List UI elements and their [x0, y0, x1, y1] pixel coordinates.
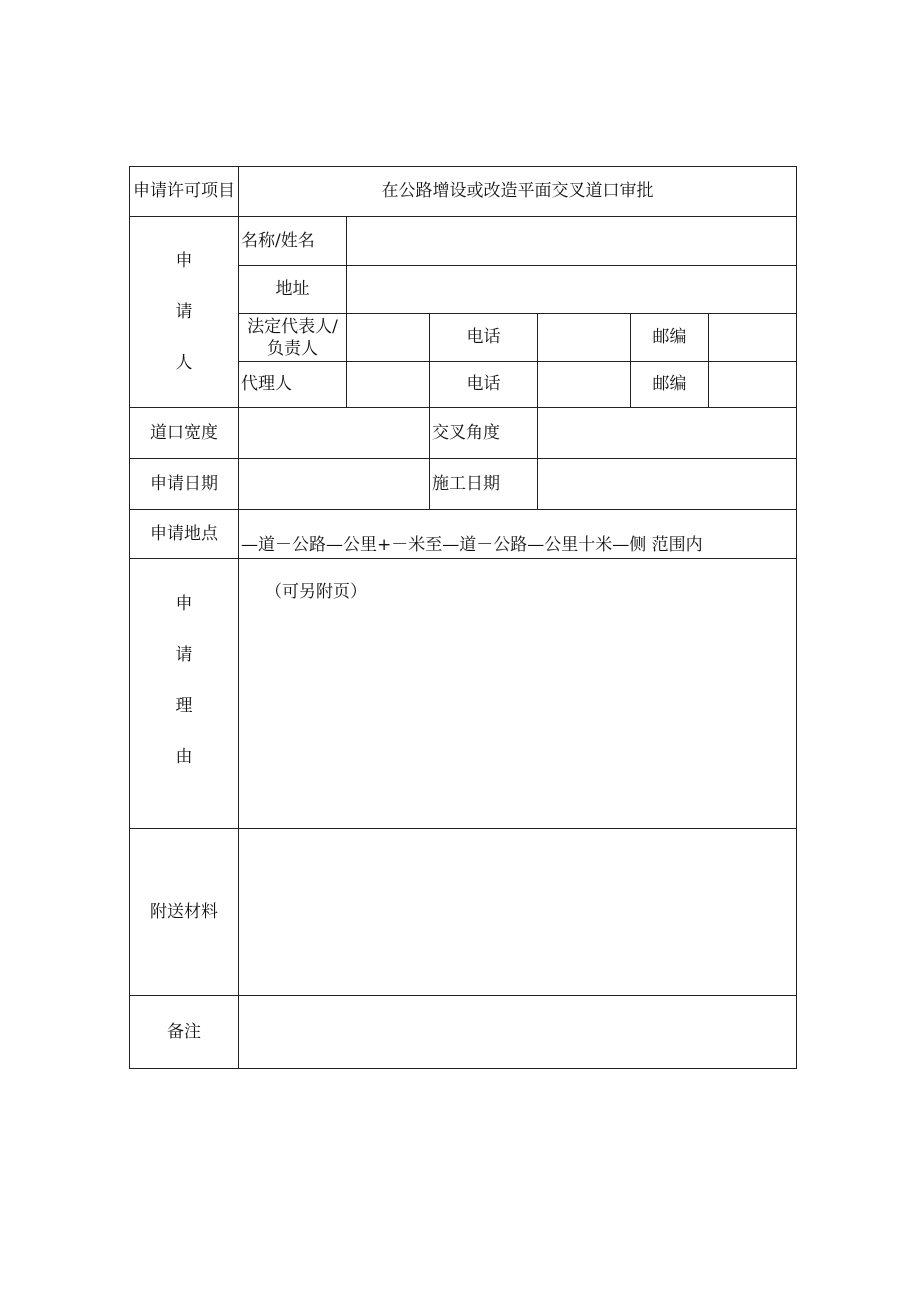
apply-location-value[interactable]: —道－公路—公里+－米至—道－公路—公里十米—侧 范围内 [239, 510, 797, 559]
reason-label [130, 559, 239, 829]
reason-char-3: 理 [175, 696, 193, 716]
construction-date-label: 施工日期 [430, 459, 538, 510]
remarks-label: 备注 [130, 996, 239, 1069]
agent-phone-label: 电话 [430, 362, 538, 408]
reason-char-1: 申 [175, 594, 193, 614]
address-label: 地址 [239, 266, 347, 314]
name-label: 名称/姓名 [239, 217, 347, 266]
apply-location-label: 申请地点 [130, 510, 239, 559]
crossing-width-label: 道口宽度 [130, 408, 239, 459]
row-attachments [130, 829, 797, 996]
applicant-char-1: 申 [175, 250, 193, 271]
applicant-char-2: 请 [175, 301, 193, 322]
crossing-angle-label: 交叉角度 [430, 408, 538, 459]
agent-phone-field[interactable] [538, 362, 631, 408]
construction-date-field[interactable] [538, 459, 797, 510]
crossing-width-field[interactable] [239, 408, 430, 459]
permit-item-value: 在公路增设或改造平面交叉道口审批 [239, 167, 797, 217]
row-crossing [130, 408, 797, 459]
agent-label: 代理人 [239, 362, 347, 408]
reason-char-2: 请 [175, 645, 193, 665]
row-remarks [130, 996, 797, 1069]
agent-postcode-field[interactable] [709, 362, 797, 408]
agent-field[interactable] [347, 362, 430, 408]
legal-rep-field[interactable] [347, 314, 430, 362]
legal-rep-phone-field[interactable] [538, 314, 631, 362]
row-reason [130, 559, 797, 829]
reason-char-4: 由 [175, 747, 193, 767]
apply-date-field[interactable] [239, 459, 430, 510]
attachments-label: 附送材料 [130, 829, 239, 996]
legal-rep-postcode-field[interactable] [709, 314, 797, 362]
applicant-label [130, 217, 239, 408]
row-applicant-name [130, 217, 797, 266]
address-field[interactable] [347, 266, 797, 314]
legal-rep-label: 法定代表人/负责人 [239, 314, 347, 362]
row-permit-item [130, 167, 797, 217]
row-location [130, 510, 797, 559]
remarks-field[interactable] [239, 996, 797, 1069]
application-form-table [129, 166, 797, 1069]
row-dates [130, 459, 797, 510]
agent-postcode-label: 邮编 [631, 362, 709, 408]
permit-item-label: 申请许可项目 [130, 167, 239, 217]
reason-field[interactable] [239, 559, 797, 829]
apply-date-label: 申请日期 [130, 459, 239, 510]
crossing-angle-field[interactable] [538, 408, 797, 459]
attachments-field[interactable] [239, 829, 797, 996]
reason-note: （可另附页） [265, 582, 367, 602]
name-field[interactable] [347, 217, 797, 266]
legal-rep-postcode-label: 邮编 [631, 314, 709, 362]
legal-rep-phone-label: 电话 [430, 314, 538, 362]
applicant-char-3: 人 [175, 352, 193, 373]
